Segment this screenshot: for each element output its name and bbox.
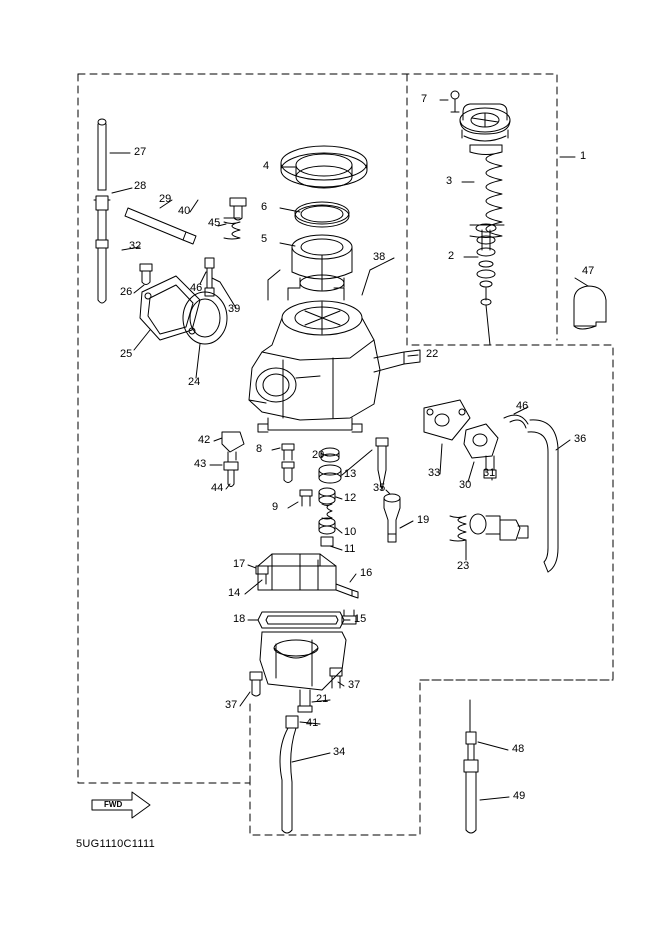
part-5-piston [292,235,352,291]
leader-11 [330,546,342,550]
leader-10 [336,528,342,533]
leader-47 [575,278,588,286]
part-18-gasket [258,612,344,628]
part-35-19-valve [384,494,400,542]
part-28-joint [94,196,110,240]
callout-16: 16 [360,567,373,579]
leader-9 [288,502,298,508]
part-7-top-cap [451,91,510,141]
callout-31: 31 [483,467,496,479]
callout-40: 40 [178,205,191,217]
callout-7: 7 [421,93,428,105]
callout-23: 23 [457,560,470,572]
callout-3: 3 [446,175,453,187]
callout-9: 9 [272,501,279,513]
part-main-body [249,288,420,432]
callout-29: 29 [159,193,172,205]
part-code: 5UG1110C1111 [76,838,156,850]
part-48-49 [464,700,478,833]
callout-38: 38 [373,251,386,263]
callout-12: 12 [344,492,357,504]
callout-14: 14 [228,587,241,599]
leader-40 [190,200,198,212]
part-33-plate [424,400,470,440]
callout-13: 13 [344,468,357,480]
leader-48 [478,742,508,750]
callout-39: 39 [228,303,241,315]
leader-22 [408,355,418,356]
callout-33: 33 [428,467,441,479]
leader-24 [196,344,200,378]
leader-35 [386,490,390,494]
callout-28: 28 [134,180,147,192]
callout-49: 49 [513,790,526,802]
callout-5: 5 [261,233,268,245]
part-8-jets [282,444,294,483]
callout-44: 44 [211,482,224,494]
callout-36: 36 [574,433,587,445]
callout-27: 27 [134,146,147,158]
leader-19 [400,521,413,528]
callout-18: 18 [233,613,246,625]
callout-41: 41 [306,717,319,729]
leader-17 [248,565,256,568]
callout-24: 24 [188,376,201,388]
part-32-rod [96,240,108,303]
callout-46-a: 46 [190,282,203,294]
callout-37-a: 37 [225,699,238,711]
part-27-rod [98,119,106,190]
callout-43: 43 [194,458,207,470]
callout-30: 30 [459,479,472,491]
callout-46-b: 46 [516,400,529,412]
leader-37b [338,682,344,686]
part-41-34-hose [280,716,298,833]
callout-6: 6 [261,201,268,213]
part-36-hose [528,420,558,572]
leader-14 [245,580,262,594]
leader-38 [362,258,394,295]
part-14-float [258,554,336,590]
leader-33 [440,444,442,474]
callout-15: 15 [354,613,367,625]
callout-8: 8 [256,443,263,455]
callout-45: 45 [208,217,221,229]
leader-8 [272,448,280,450]
callout-42: 42 [198,434,211,446]
part-2-needle-assembly [470,224,504,345]
leader-37a [240,692,250,706]
callout-19: 19 [417,514,430,526]
callout-48: 48 [512,743,525,755]
callout-37-b: 37 [348,679,361,691]
callout-1: 1 [580,150,587,162]
group-outline-main [78,74,613,835]
part-46-hose-clip [504,415,528,428]
leader-28 [112,188,132,193]
callout-35: 35 [373,482,386,494]
leader-42 [214,438,222,441]
callout-47: 47 [582,265,595,277]
part-9-12-10-11-stack [300,488,335,546]
part-16-pin [336,584,358,598]
callout-10: 10 [344,526,357,538]
leader-49 [480,797,509,800]
part-23-assembly [450,514,528,541]
callout-2: 2 [448,250,455,262]
callout-26: 26 [120,286,133,298]
part-45-spring [224,218,240,239]
leader-16 [350,574,356,582]
callout-25: 25 [120,348,133,360]
fwd-label: FWD [104,800,123,809]
part-42-43-44-screws [222,432,244,487]
callout-32: 32 [129,240,142,252]
part-47-hose [574,286,606,329]
callout-21: 21 [316,693,329,705]
part-6-oring [295,202,349,227]
leader-12 [336,497,342,499]
callout-34: 34 [333,746,346,758]
part-40-screw [230,198,246,220]
callout-4: 4 [263,160,270,172]
callout-17: 17 [233,558,246,570]
callout-11: 11 [344,543,356,555]
part-26-screw [140,264,152,285]
part-39-bracket [205,258,214,296]
part-float-bowl [260,632,346,712]
leader-34 [292,753,330,762]
callout-20: 20 [312,449,325,461]
leader-25 [134,330,150,350]
callout-22: 22 [426,348,439,360]
leader-body-link [268,270,280,300]
part-24-insulator [183,292,227,344]
